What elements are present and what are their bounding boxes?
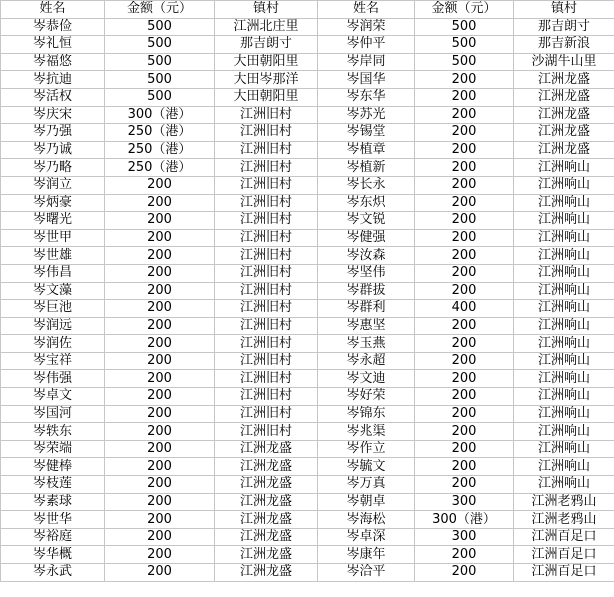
cell-village-right[interactable]: 那吉朗寸	[514, 18, 614, 36]
cell-amount-right[interactable]: 200	[415, 176, 514, 194]
cell-village-right[interactable]: 江洲响山	[514, 159, 614, 177]
cell-amount-right[interactable]: 200	[415, 335, 514, 353]
table-row	[1, 528, 614, 546]
table-row	[1, 247, 614, 265]
cell-amount-left[interactable]: 200	[105, 528, 215, 546]
table-row	[1, 300, 614, 318]
cell-amount-right[interactable]: 200	[415, 423, 514, 441]
cell-name-left[interactable]: 岑润远	[1, 317, 105, 335]
cell-amount-right[interactable]: 500	[415, 53, 514, 71]
table-row	[1, 511, 614, 529]
cell-name-left[interactable]: 岑炳豪	[1, 194, 105, 212]
cell-name-right[interactable]: 岑汝森	[318, 247, 415, 265]
cell-name-left[interactable]: 岑福悠	[1, 53, 105, 71]
cell-name-left[interactable]: 岑乃略	[1, 159, 105, 177]
cell-amount-right[interactable]: 200	[415, 564, 514, 582]
cell-village-right[interactable]: 江洲响山	[514, 388, 614, 406]
cell-village-left[interactable]: 江洲北庄里	[215, 18, 318, 36]
cell-amount-left[interactable]: 500	[105, 18, 215, 36]
cell-village-left[interactable]: 江洲龙盛	[215, 440, 318, 458]
cell-amount-left[interactable]: 200	[105, 370, 215, 388]
cell-name-left[interactable]: 岑世华	[1, 511, 105, 529]
cell-village-right[interactable]: 江洲响山	[514, 264, 614, 282]
cell-amount-left[interactable]: 250（港）	[105, 159, 215, 177]
cell-village-left[interactable]: 江洲旧村	[215, 264, 318, 282]
cell-amount-right[interactable]: 400	[415, 300, 514, 318]
cell-village-right[interactable]: 江洲百足口	[514, 528, 614, 546]
cell-name-left[interactable]: 岑润佐	[1, 335, 105, 353]
cell-amount-right[interactable]: 200	[415, 440, 514, 458]
cell-amount-right[interactable]: 500	[415, 36, 514, 54]
cell-amount-left[interactable]: 200	[105, 229, 215, 247]
table-row	[1, 546, 614, 564]
cell-village-left[interactable]: 江洲旧村	[215, 300, 318, 318]
cell-name-right[interactable]: 岑东炽	[318, 194, 415, 212]
table-row	[1, 335, 614, 353]
cell-village-right[interactable]: 江洲龙盛	[514, 141, 614, 159]
cell-name-right[interactable]: 岑卓深	[318, 528, 415, 546]
cell-amount-left[interactable]: 200	[105, 493, 215, 511]
cell-village-right[interactable]: 江洲响山	[514, 458, 614, 476]
cell-amount-left[interactable]: 300（港）	[105, 106, 215, 124]
cell-village-left[interactable]: 江洲龙盛	[215, 476, 318, 494]
cell-amount-left[interactable]: 200	[105, 546, 215, 564]
cell-amount-right[interactable]: 200	[415, 370, 514, 388]
cell-village-left[interactable]: 江洲龙盛	[215, 511, 318, 529]
cell-name-right[interactable]: 岑海松	[318, 511, 415, 529]
cell-village-right[interactable]: 那吉新浪	[514, 36, 614, 54]
cell-amount-left[interactable]: 500	[105, 88, 215, 106]
table-row	[1, 564, 614, 582]
cell-amount-right[interactable]: 200	[415, 194, 514, 212]
table-row	[1, 36, 614, 54]
header-cell-amount-left[interactable]: 金额（元）	[105, 1, 215, 19]
header-cell-village-left[interactable]: 镇村	[215, 1, 318, 19]
cell-name-right[interactable]: 岑毓文	[318, 458, 415, 476]
cell-amount-right[interactable]: 200	[415, 124, 514, 142]
cell-name-left[interactable]: 岑伟强	[1, 370, 105, 388]
cell-amount-left[interactable]: 200	[105, 264, 215, 282]
cell-name-right[interactable]: 岑锦东	[318, 405, 415, 423]
table-row	[1, 423, 614, 441]
table-row	[1, 440, 614, 458]
cell-village-right[interactable]: 江洲响山	[514, 335, 614, 353]
cell-village-left[interactable]: 江洲龙盛	[215, 493, 318, 511]
cell-amount-left[interactable]: 200	[105, 511, 215, 529]
cell-name-left[interactable]: 岑庆宋	[1, 106, 105, 124]
cell-village-left[interactable]: 江洲旧村	[215, 229, 318, 247]
cell-amount-right[interactable]: 300	[415, 493, 514, 511]
table-row	[1, 229, 614, 247]
cell-amount-left[interactable]: 250（港）	[105, 141, 215, 159]
cell-name-left[interactable]: 岑活权	[1, 88, 105, 106]
cell-amount-right[interactable]: 200	[415, 546, 514, 564]
header-cell-amount-right[interactable]: 金额（元）	[415, 1, 514, 19]
cell-amount-left[interactable]: 200	[105, 335, 215, 353]
cell-amount-left[interactable]: 500	[105, 53, 215, 71]
cell-amount-right[interactable]: 200	[415, 352, 514, 370]
table-row	[1, 405, 614, 423]
cell-amount-right[interactable]: 200	[415, 141, 514, 159]
cell-name-right[interactable]: 岑苏光	[318, 106, 415, 124]
cell-village-right[interactable]: 江洲响山	[514, 440, 614, 458]
cell-village-left[interactable]: 江洲旧村	[215, 370, 318, 388]
cell-amount-left[interactable]: 200	[105, 352, 215, 370]
cell-village-left[interactable]: 江洲旧村	[215, 405, 318, 423]
cell-village-left[interactable]: 江洲旧村	[215, 141, 318, 159]
cell-name-right[interactable]: 岑植章	[318, 141, 415, 159]
cell-name-left[interactable]: 岑卓文	[1, 388, 105, 406]
cell-name-right[interactable]: 岑文迪	[318, 370, 415, 388]
cell-amount-right[interactable]: 200	[415, 476, 514, 494]
cell-name-left[interactable]: 岑裕庭	[1, 528, 105, 546]
cell-village-right[interactable]: 江洲响山	[514, 352, 614, 370]
cell-amount-right[interactable]: 200	[415, 264, 514, 282]
header-cell-village-right[interactable]: 镇村	[514, 1, 614, 19]
header-cell-name-right[interactable]: 姓名	[318, 1, 415, 19]
cell-amount-right[interactable]: 200	[415, 405, 514, 423]
cell-amount-left[interactable]: 200	[105, 247, 215, 265]
cell-village-left[interactable]: 江洲旧村	[215, 335, 318, 353]
table-row	[1, 493, 614, 511]
cell-village-left[interactable]: 江洲旧村	[215, 176, 318, 194]
cell-village-left[interactable]: 江洲旧村	[215, 194, 318, 212]
cell-amount-left[interactable]: 200	[105, 405, 215, 423]
table-row	[1, 476, 614, 494]
cell-village-left[interactable]: 那吉朗寸	[215, 36, 318, 54]
cell-amount-right[interactable]: 300（港）	[415, 511, 514, 529]
cell-village-right[interactable]: 江洲老鸦山	[514, 493, 614, 511]
cell-village-left[interactable]: 大田岑那洋	[215, 71, 318, 89]
cell-amount-left[interactable]: 200	[105, 194, 215, 212]
table-row	[1, 176, 614, 194]
cell-name-right[interactable]: 岑植新	[318, 159, 415, 177]
cell-name-right[interactable]: 岑群拔	[318, 282, 415, 300]
header-cell-name-left[interactable]: 姓名	[1, 1, 105, 19]
cell-amount-left[interactable]: 200	[105, 282, 215, 300]
cell-village-left[interactable]: 江洲旧村	[215, 124, 318, 142]
cell-amount-right[interactable]: 200	[415, 247, 514, 265]
cell-village-left[interactable]: 江洲旧村	[215, 159, 318, 177]
cell-name-right[interactable]: 岑万真	[318, 476, 415, 494]
cell-name-right[interactable]: 岑锡堂	[318, 124, 415, 142]
cell-village-right[interactable]: 江洲响山	[514, 300, 614, 318]
cell-village-left[interactable]: 江洲旧村	[215, 352, 318, 370]
cell-name-right[interactable]: 岑永超	[318, 352, 415, 370]
cell-name-right[interactable]: 岑兆渠	[318, 423, 415, 441]
table-row	[1, 106, 614, 124]
cell-village-right[interactable]: 江洲响山	[514, 229, 614, 247]
cell-village-right[interactable]: 江洲响山	[514, 176, 614, 194]
cell-village-right[interactable]: 江洲响山	[514, 194, 614, 212]
table-row	[1, 264, 614, 282]
cell-name-left[interactable]: 岑恭俭	[1, 18, 105, 36]
cell-village-left[interactable]: 江洲龙盛	[215, 528, 318, 546]
cell-name-left[interactable]: 岑宝祥	[1, 352, 105, 370]
cell-village-left[interactable]: 江洲旧村	[215, 388, 318, 406]
cell-village-right[interactable]: 江洲响山	[514, 405, 614, 423]
cell-name-left[interactable]: 岑乃强	[1, 124, 105, 142]
cell-name-right[interactable]: 岑康年	[318, 546, 415, 564]
cell-village-right[interactable]: 江洲龙盛	[514, 88, 614, 106]
cell-amount-right[interactable]: 200	[415, 317, 514, 335]
cell-name-left[interactable]: 岑国河	[1, 405, 105, 423]
cell-amount-right[interactable]: 200	[415, 159, 514, 177]
cell-amount-right[interactable]: 200	[415, 212, 514, 230]
cell-amount-left[interactable]: 200	[105, 317, 215, 335]
cell-village-right[interactable]: 江洲响山	[514, 282, 614, 300]
cell-amount-left[interactable]: 200	[105, 476, 215, 494]
table-row	[1, 88, 614, 106]
table-row	[1, 124, 614, 142]
cell-name-right[interactable]: 岑朝卓	[318, 493, 415, 511]
cell-village-right[interactable]: 江洲龙盛	[514, 106, 614, 124]
table-row	[1, 194, 614, 212]
table-body	[1, 18, 614, 581]
cell-name-left[interactable]: 岑伟昌	[1, 264, 105, 282]
cell-amount-left[interactable]: 200	[105, 388, 215, 406]
cell-village-right[interactable]: 江洲龙盛	[514, 71, 614, 89]
cell-name-left[interactable]: 岑健棒	[1, 458, 105, 476]
cell-village-right[interactable]: 江洲百足口	[514, 546, 614, 564]
table-row	[1, 352, 614, 370]
cell-name-left[interactable]: 岑华概	[1, 546, 105, 564]
header-row	[1, 1, 614, 19]
cell-name-left[interactable]: 岑曙光	[1, 212, 105, 230]
cell-amount-right[interactable]: 200	[415, 71, 514, 89]
cell-amount-left[interactable]: 200	[105, 458, 215, 476]
cell-village-left[interactable]: 江洲龙盛	[215, 564, 318, 582]
cell-name-left[interactable]: 岑轶东	[1, 423, 105, 441]
table-row	[1, 159, 614, 177]
cell-village-left[interactable]: 江洲旧村	[215, 247, 318, 265]
cell-name-right[interactable]: 岑长永	[318, 176, 415, 194]
table-row	[1, 370, 614, 388]
cell-name-right[interactable]: 岑坚伟	[318, 264, 415, 282]
cell-amount-left[interactable]: 200	[105, 300, 215, 318]
cell-village-left[interactable]: 江洲旧村	[215, 282, 318, 300]
cell-amount-left[interactable]: 500	[105, 36, 215, 54]
cell-village-left[interactable]: 江洲龙盛	[215, 458, 318, 476]
cell-village-left[interactable]: 江洲龙盛	[215, 546, 318, 564]
cell-name-left[interactable]: 岑素球	[1, 493, 105, 511]
table-row	[1, 53, 614, 71]
cell-name-right[interactable]: 岑文锐	[318, 212, 415, 230]
cell-name-right[interactable]: 岑润荣	[318, 18, 415, 36]
cell-village-left[interactable]: 江洲旧村	[215, 317, 318, 335]
table-row	[1, 388, 614, 406]
cell-village-right[interactable]: 江洲响山	[514, 370, 614, 388]
cell-amount-left[interactable]: 200	[105, 564, 215, 582]
table-row	[1, 141, 614, 159]
cell-village-right[interactable]: 沙湖牛山里	[514, 53, 614, 71]
cell-name-right[interactable]: 岑好荣	[318, 388, 415, 406]
cell-amount-left[interactable]: 200	[105, 423, 215, 441]
cell-amount-left[interactable]: 250（港）	[105, 124, 215, 142]
cell-village-right[interactable]: 江洲响山	[514, 212, 614, 230]
cell-amount-right[interactable]: 200	[415, 229, 514, 247]
cell-name-left[interactable]: 岑枝莲	[1, 476, 105, 494]
cell-name-left[interactable]: 岑文藻	[1, 282, 105, 300]
cell-name-left[interactable]: 岑世雄	[1, 247, 105, 265]
cell-village-right[interactable]: 江洲老鸦山	[514, 511, 614, 529]
cell-name-right[interactable]: 岑玉燕	[318, 335, 415, 353]
cell-village-left[interactable]: 大田朝阳里	[215, 53, 318, 71]
cell-amount-left[interactable]: 200	[105, 176, 215, 194]
cell-amount-left[interactable]: 200	[105, 212, 215, 230]
cell-name-left[interactable]: 岑乃诚	[1, 141, 105, 159]
cell-name-left[interactable]: 岑巨池	[1, 300, 105, 318]
cell-village-right[interactable]: 江洲响山	[514, 317, 614, 335]
cell-village-right[interactable]: 江洲响山	[514, 423, 614, 441]
cell-village-left[interactable]: 江洲旧村	[215, 212, 318, 230]
cell-amount-left[interactable]: 500	[105, 71, 215, 89]
cell-amount-right[interactable]: 200	[415, 458, 514, 476]
table-row	[1, 18, 614, 36]
cell-amount-right[interactable]: 200	[415, 388, 514, 406]
cell-village-left[interactable]: 江洲旧村	[215, 106, 318, 124]
cell-amount-right[interactable]: 200	[415, 88, 514, 106]
cell-name-right[interactable]: 岑惠坚	[318, 317, 415, 335]
cell-name-right[interactable]: 岑岸同	[318, 53, 415, 71]
cell-name-left[interactable]: 岑润立	[1, 176, 105, 194]
cell-name-right[interactable]: 岑洽平	[318, 564, 415, 582]
cell-name-left[interactable]: 岑抗迪	[1, 71, 105, 89]
cell-village-right[interactable]: 江洲响山	[514, 476, 614, 494]
table-row	[1, 458, 614, 476]
cell-amount-right[interactable]: 300	[415, 528, 514, 546]
cell-name-right[interactable]: 岑群利	[318, 300, 415, 318]
cell-name-right[interactable]: 岑作立	[318, 440, 415, 458]
cell-amount-right[interactable]: 200	[415, 106, 514, 124]
cell-name-left[interactable]: 岑世甲	[1, 229, 105, 247]
cell-village-left[interactable]: 大田朝阳里	[215, 88, 318, 106]
cell-name-right[interactable]: 岑国华	[318, 71, 415, 89]
cell-amount-right[interactable]: 200	[415, 282, 514, 300]
table-row	[1, 71, 614, 89]
cell-amount-left[interactable]: 200	[105, 440, 215, 458]
cell-village-right[interactable]: 江洲龙盛	[514, 124, 614, 142]
table-row	[1, 317, 614, 335]
cell-village-right[interactable]: 江洲响山	[514, 247, 614, 265]
table-row	[1, 282, 614, 300]
cell-village-right[interactable]: 江洲百足口	[514, 564, 614, 582]
cell-name-left[interactable]: 岑荣端	[1, 440, 105, 458]
cell-village-left[interactable]: 江洲旧村	[215, 423, 318, 441]
table-row	[1, 212, 614, 230]
cell-name-left[interactable]: 岑礼恒	[1, 36, 105, 54]
cell-amount-right[interactable]: 500	[415, 18, 514, 36]
cell-name-left[interactable]: 岑永武	[1, 564, 105, 582]
cell-name-right[interactable]: 岑仲平	[318, 36, 415, 54]
cell-name-right[interactable]: 岑健强	[318, 229, 415, 247]
cell-name-right[interactable]: 岑东华	[318, 88, 415, 106]
